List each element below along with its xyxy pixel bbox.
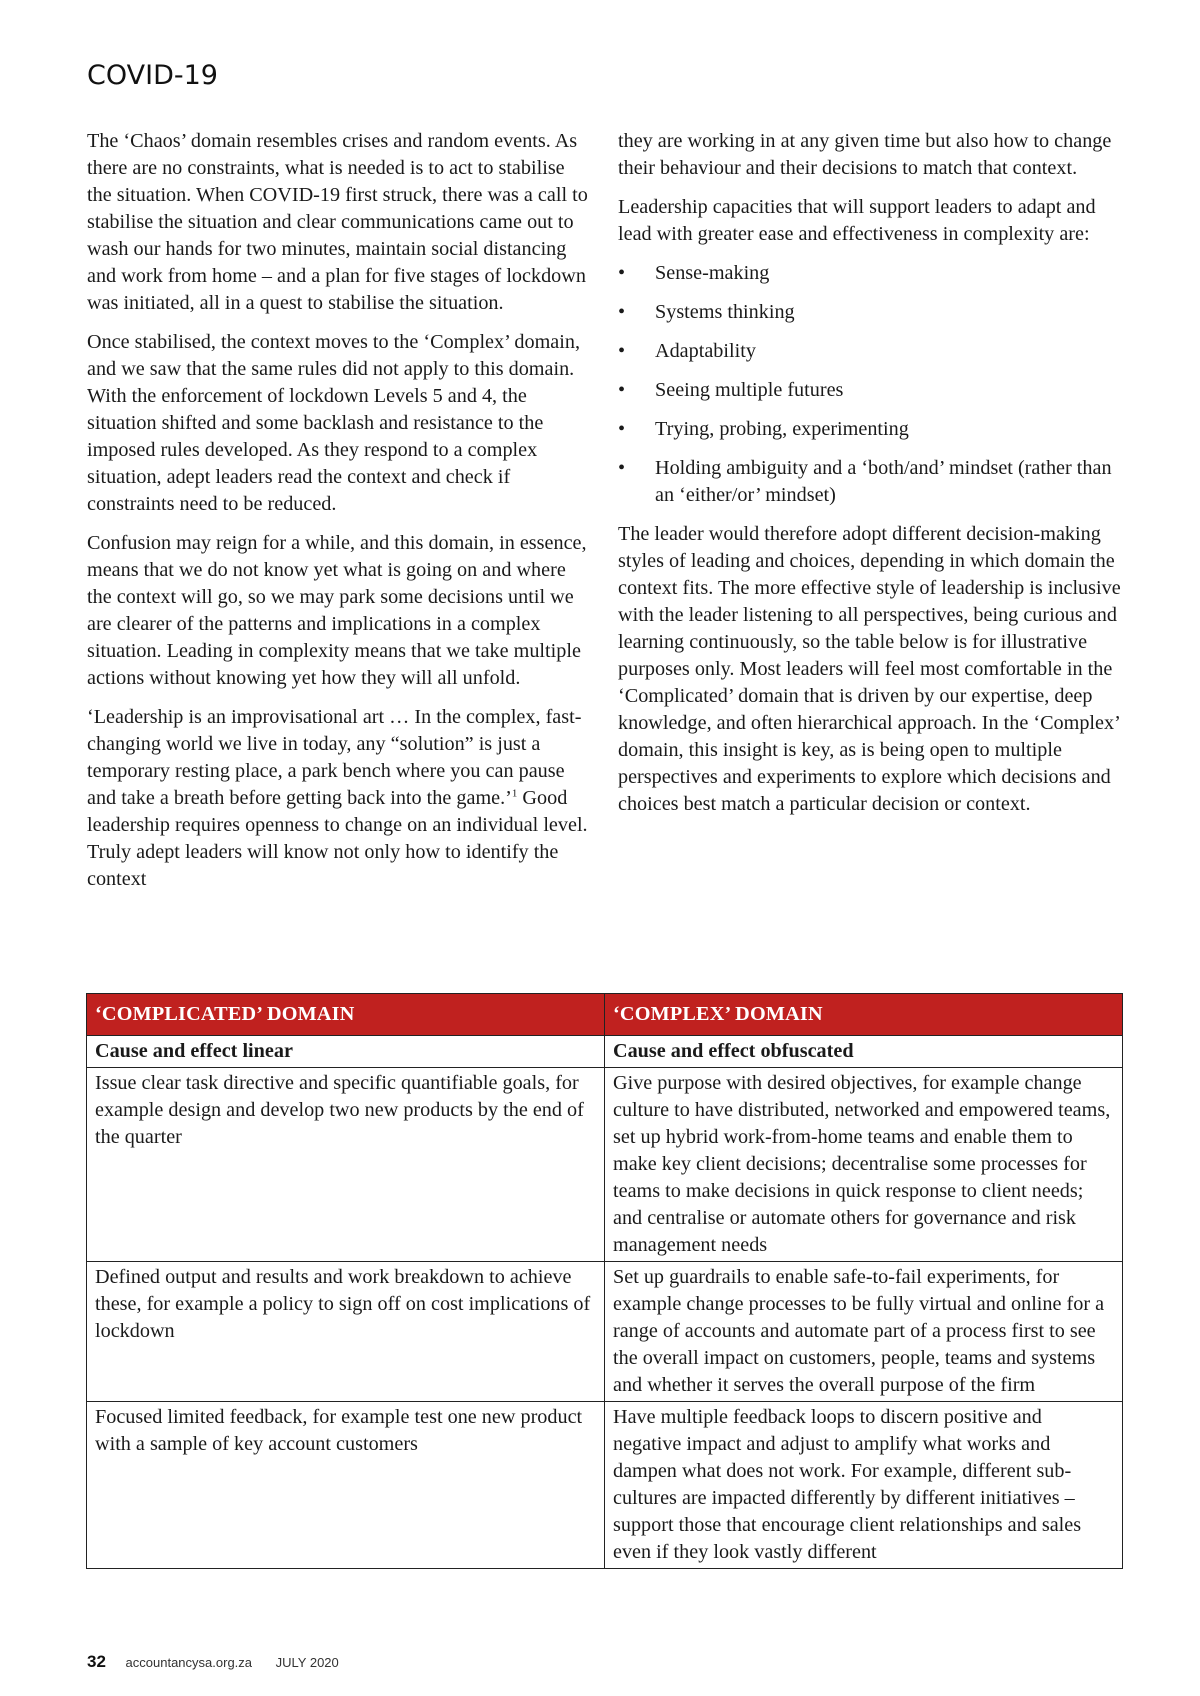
paragraph-capacities-intro: Leadership capacities that will support leaders to adapt and lead with greater ease and effectiveness in complexity are: [618,196,1096,245]
capacities-list [618,260,1128,509]
table-cell: Set up guardrails to enable safe-to-fail experiments, for example change processes to be fully virtual and online for a range of accounts and automate part of a process first to see the overall impact on customers, people, teams and systems and whether it serves the overall purpose of the firm [605,1262,1123,1402]
page-footer [87,1652,339,1672]
table-cell: Issue clear task directive and specific quantifiable goals, for example design and develop two new products by the end of the quarter [87,1068,605,1262]
list-item: • Trying, probing, experimenting [618,416,1128,443]
right-column [618,128,1128,830]
list-item: • Systems thinking [618,299,1128,326]
table-row [87,1068,1123,1262]
quote-continuation: Good leadership requires openness to change on an individual level. Truly adept leaders will know not only how to identify the context [87,787,588,890]
domain-comparison-table [86,993,1123,1569]
website-link[interactable]: accountancysa.org.za [125,1655,253,1670]
table-header-row [87,994,1123,1036]
issue-date: JULY 2020 [275,1655,339,1670]
quote-text: ‘Leadership is an improvisational art … In the complex, fast-changing world we live in today, any “solution” is just a temporary resting place, a park bench where you can pause and take a breath before getting back into the game.’ [87,706,582,809]
paragraph-chaos-domain: The ‘Chaos’ domain resembles crises and random events. As there are no constraints, what is needed is to act to stabilise the situation. When COVID-19 first struck, there was a call to stabilise the situation and clear communications came out to wash our hands for two minutes, maintain social distancing and work from home – and a plan for five stages of lockdown was initiated, all in a quest to stabilise the situation. [87,130,588,314]
subheader-linear: Cause and effect linear [87,1036,605,1068]
table-row [87,1262,1123,1402]
section-title: COVID-19 [87,60,218,91]
footnote-marker: 1 [511,787,518,800]
header-complicated-domain: ‘COMPLICATED’ DOMAIN [87,994,605,1036]
paragraph-complex-domain: Once stabilised, the context moves to the ‘Complex’ domain, and we saw that the same rules did not apply to this domain. With the enforcement of lockdown Levels 5 and 4, the situation shifted and some backlash and resistance to the imposed rules developed. As they respond to a complex situation, adept leaders read the context and check if constraints need to be reduced. [87,331,580,515]
list-item: • Sense-making [618,260,1128,287]
left-column [87,128,593,905]
table-row [87,1402,1123,1569]
list-item: • Adaptability [618,338,1128,365]
paragraph-confusion: Confusion may reign for a while, and this domain, in essence, means that we do not know yet what is going on and where the context will go, so we may park some decisions until we are clearer of the patterns and implications in a complex situation. Leading in complexity means that we take multiple actions without knowing yet how they will all unfold. [87,532,587,689]
subheader-obfuscated: Cause and effect obfuscated [605,1036,1123,1068]
paragraph-decision-styles: The leader would therefore adopt different decision-making styles of leading and choices, depending in which domain the context fits. The more effective style of leadership is inclusive with the leader listening to all perspectives, being curious and learning continuously, so the table below is for illustrative purposes only. Most leaders will feel most comfortable in the ‘Complicated’ domain that is driven by our expertise, deep knowledge, and often hierarchical approach. In the ‘Complex’ domain, this insight is key, as is being open to multiple perspectives and experiments to explore which decisions and choices best match a particular decision or context. [618,523,1121,815]
page-number: 32 [87,1652,106,1671]
paragraph-continuation: they are working in at any given time but also how to change their behaviour and their decisions to match that context. [618,130,1112,179]
paragraph-leadership-quote [87,704,593,893]
list-item: • Holding ambiguity and a ‘both/and’ mindset (rather than an ‘either/or’ mindset) [618,455,1128,509]
table-cell: Give purpose with desired objectives, for example change culture to have distributed, networked and empowered teams, set up hybrid work-from-home teams and enable them to make key client decisions; decentralise some processes for teams to make decisions in quick response to client needs; and centralise or automate others for governance and risk management needs [605,1068,1123,1262]
table-cell: Have multiple feedback loops to discern positive and negative impact and adjust to amplify what works and dampen what does not work. For example, different sub-cultures are impacted differently by different initiatives – support those that encourage client relationships and sales even if they look vastly different [605,1402,1123,1569]
list-item: • Seeing multiple futures [618,377,1128,404]
table-cell: Defined output and results and work breakdown to achieve these, for example a policy to sign off on cost implications of lockdown [87,1262,605,1402]
header-complex-domain: ‘COMPLEX’ DOMAIN [605,994,1123,1036]
table-cell: Focused limited feedback, for example test one new product with a sample of key account customers [87,1402,605,1569]
table-subheader-row [87,1036,1123,1068]
